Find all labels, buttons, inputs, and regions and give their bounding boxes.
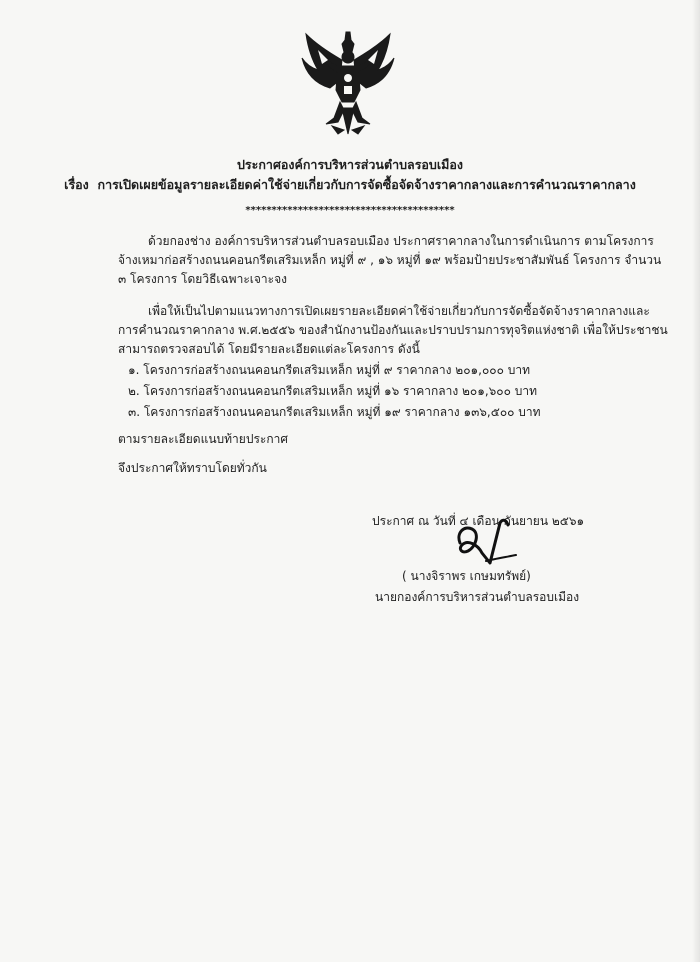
- garuda-emblem-icon: [298, 30, 398, 136]
- separator-line: ****************************************: [245, 205, 455, 216]
- para1-line-1: ด้วยกองช่าง องค์การบริหารส่วนตำบลรอบเมือง ประกาศราคากลางในการดำเนินการ ตามโครงการ: [148, 234, 654, 248]
- subject-label: เรื่อง: [64, 177, 89, 192]
- para1-line-2: จ้างเหมาก่อสร้างถนนคอนกรีตเสริมเหล็ก หมู่ที่ ๙ , ๑๖ หมู่ที่ ๑๙ พร้อมป้ายประชาสัมพันธ์ โครงการ จำนวน: [118, 253, 662, 267]
- para2-line-3: สามารถตรวจสอบได้ โดยมีรายละเอียดแต่ละโครงการ ดังนี้: [118, 342, 420, 356]
- date-line: ประกาศ ณ วันที่ ๔ เดือน กันยายน ๒๕๖๑: [372, 514, 585, 528]
- project-item-1: ๑. โครงการก่อสร้างถนนคอนกรีตเสริมเหล็ก หมู่ที่ ๙ ราคากลาง ๒๐๑,๐๐๐ บาท: [128, 363, 530, 377]
- announcement-title: ประกาศองค์การบริหารส่วนตำบลรอบเมือง: [237, 157, 463, 172]
- signer-name: ( นางจิราพร เกษมทรัพย์): [402, 569, 531, 583]
- announcement-subject: [0, 176, 700, 194]
- closing-statement: จึงประกาศให้ทราบโดยทั่วกัน: [118, 461, 267, 475]
- para1-line-3: ๓ โครงการ โดยวิธีเฉพาะเจาะจง: [118, 272, 287, 286]
- project-item-3: ๓. โครงการก่อสร้างถนนคอนกรีตเสริมเหล็ก หมู่ที่ ๑๙ ราคากลาง ๑๓๖,๕๐๐ บาท: [128, 405, 541, 419]
- para2-line-2: การคำนวณราคากลาง พ.ศ.๒๕๕๖ ของสำนักงานป้องกันและปราบปรามการทุจริตแห่งชาติ เพื่อให้ประชาชน: [118, 323, 668, 337]
- subject-text: การเปิดเผยข้อมูลรายละเอียดค่าใช้จ่ายเกี่ยวกับการจัดซื้อจัดจ้างราคากลางและการคำนวณราคากลาง: [97, 177, 636, 192]
- attachment-note: ตามรายละเอียดแนบท้ายประกาศ: [118, 432, 288, 446]
- signature-mark: [450, 515, 520, 570]
- signer-title: นายกองค์การบริหารส่วนตำบลรอบเมือง: [375, 590, 580, 604]
- project-item-2: ๒. โครงการก่อสร้างถนนคอนกรีตเสริมเหล็ก หมู่ที่ ๑๖ ราคากลาง ๒๐๑,๖๐๐ บาท: [128, 384, 538, 398]
- para2-line-1: เพื่อให้เป็นไปตามแนวทางการเปิดเผยรายละเอียดค่าใช้จ่ายเกี่ยวกับการจัดซื้อจัดจ้างราคากลางและ: [148, 304, 650, 318]
- page-edge-shadow: [692, 0, 700, 962]
